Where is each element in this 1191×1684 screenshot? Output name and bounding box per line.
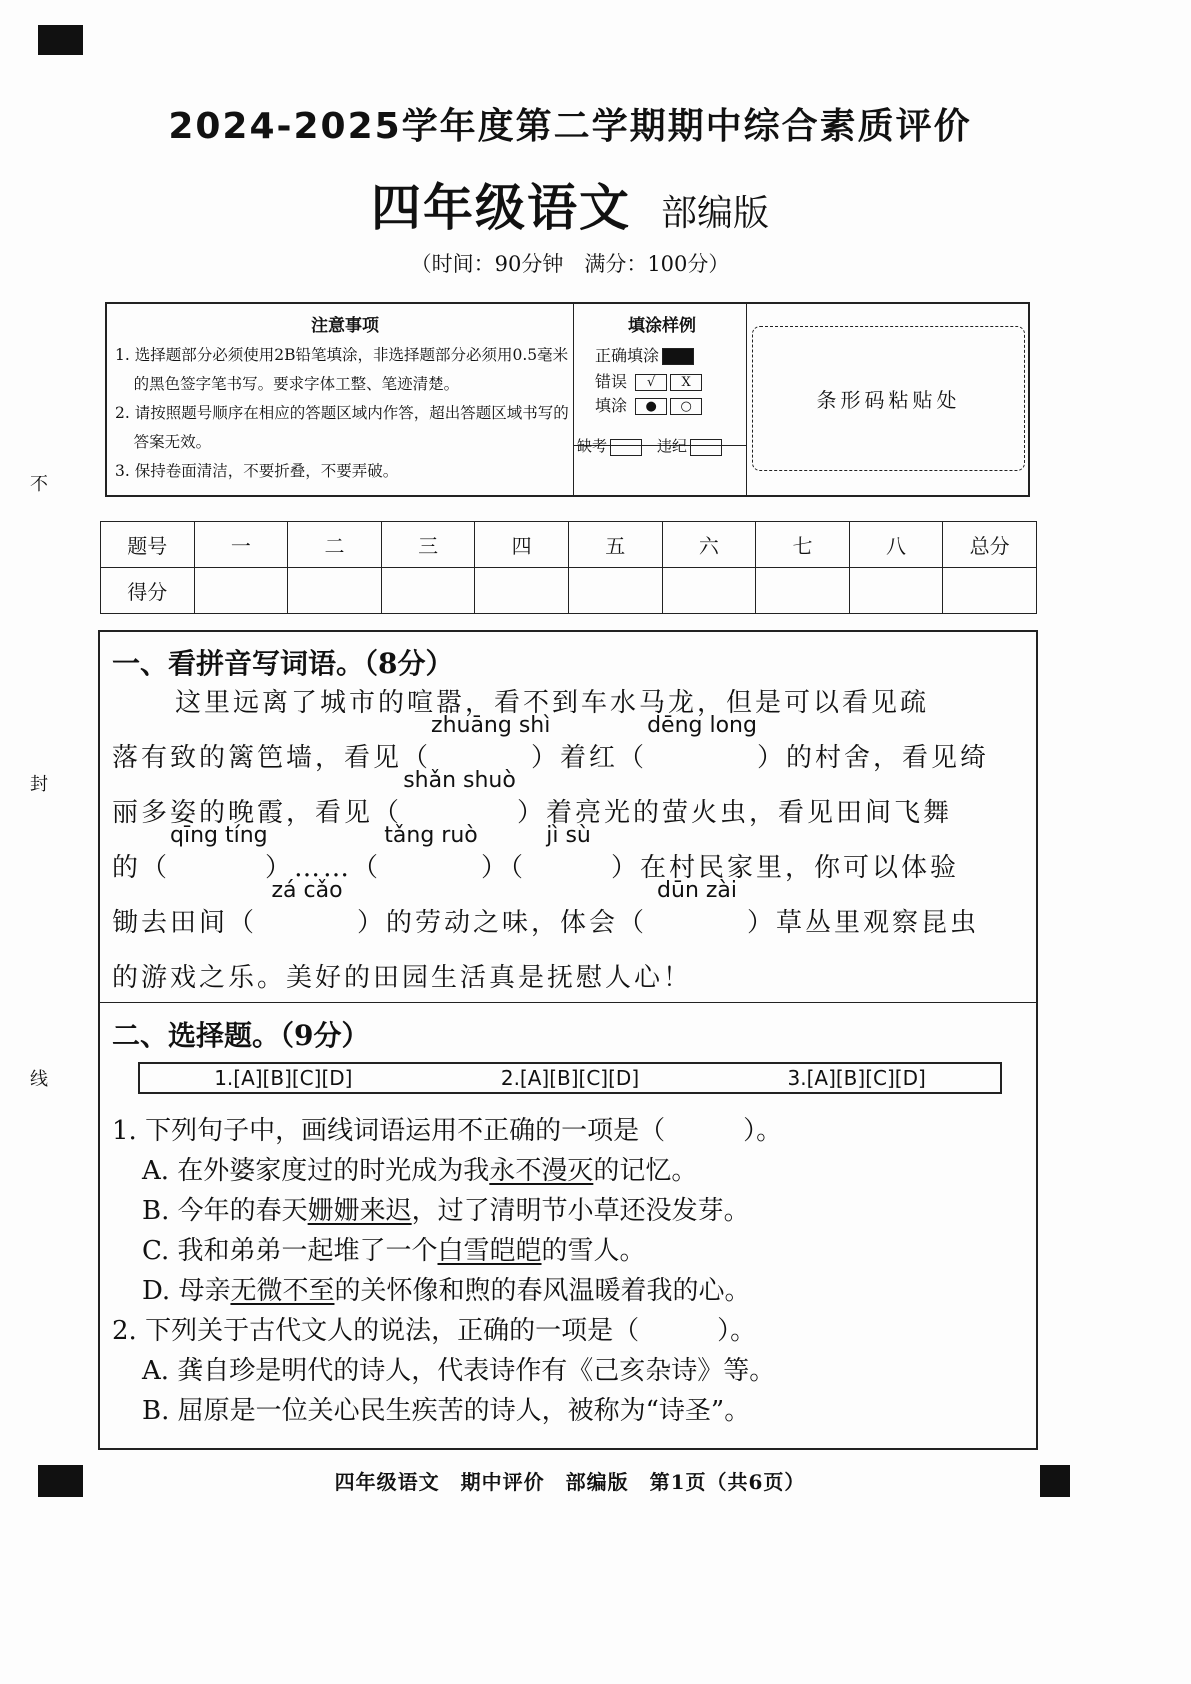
option-d: D. 母亲无微不至的关怀像和煦的春风温暖着我的心。 <box>142 1276 751 1306</box>
text-line: 落有致的篱笆墙，看见（ zhuāng shì ）着红（ dēng long ）的村舍，看见绮 <box>112 713 990 773</box>
text-line: 的游戏之乐。美好的田园生活真是抚慰人心！ <box>112 963 693 993</box>
sample-correct-label: 正确填涂 <box>595 346 660 365</box>
notice-item: 2. 请按照题号顺序在相应的答题区域内作答，超出答题区域书写的答案无效。 <box>115 404 569 451</box>
score-cell[interactable] <box>381 568 475 614</box>
question-2: 2. 下列关于古代文人的说法，正确的一项是（ ）。 <box>112 1316 757 1346</box>
answer-bubble-bar <box>138 1062 1002 1094</box>
section-2-title: 二、选择题。（9分） <box>112 1019 370 1052</box>
option-a: A. 在外婆家度过的时光成为我永不漫灭的记忆。 <box>142 1156 698 1186</box>
table-row <box>101 522 1037 568</box>
time-info: （时间：90分钟 满分：100分） <box>410 252 730 276</box>
text-line: 锄去田间（ zá cǎo ）的劳动之味，体会（ dūn zài ）草丛里观察昆虫 <box>112 878 980 938</box>
answer-bubbles[interactable]: 3.[A][B][C][D] <box>787 1066 926 1090</box>
margin-char: 封 <box>30 774 48 795</box>
notice-item: 1. 选择题部分必须使用2B铅笔填涂，非选择题部分必须用0.5毫米的黑色签字笔书写。要求字体工整、笔迹清楚。 <box>115 346 569 393</box>
score-cell[interactable] <box>943 568 1037 614</box>
pinyin-blank[interactable]: zá cǎo <box>271 878 343 903</box>
score-table <box>100 521 1037 614</box>
pinyin-blank[interactable]: jì sù <box>546 823 591 848</box>
answer-bubbles[interactable]: 2.[A][B][C][D] <box>500 1066 640 1090</box>
score-cell[interactable] <box>194 568 288 614</box>
fill-sample <box>577 312 747 461</box>
cross-icon: X <box>670 374 702 391</box>
score-cell[interactable] <box>288 568 382 614</box>
question-1: 1. 下列句子中，画线词语运用不正确的一项是（ ）。 <box>112 1116 783 1146</box>
pinyin-blank[interactable]: qīng tíng <box>170 823 268 848</box>
pinyin-blank[interactable]: zhuāng shì <box>431 713 551 738</box>
margin-char: 不 <box>30 474 48 495</box>
absent-label: 缺考 <box>577 437 608 455</box>
filled-box-icon <box>662 348 694 365</box>
dot-icon: ● <box>635 398 667 415</box>
table-cell: 得分 <box>101 568 195 614</box>
option-b: B. 屈原是一位关心民生疾苦的诗人，被称为“诗圣”。 <box>142 1396 751 1426</box>
table-cell: 三 <box>381 522 475 568</box>
score-cell[interactable] <box>475 568 569 614</box>
question-area <box>98 630 1038 1450</box>
table-cell: 七 <box>756 522 850 568</box>
sample-wrong-label: 填涂 <box>595 396 628 415</box>
text-line: 的（ qīng tíng ）……（ tǎng ruò ）（ jì sù ）在村民家里，你可以体验 <box>112 823 960 883</box>
pinyin-blank[interactable]: tǎng ruò <box>384 823 478 848</box>
subtitle <box>0 168 1140 240</box>
sample-wrong-label: 错误 <box>595 372 628 391</box>
option-b: B. 今年的春天姗姗来迟，过了清明节小草还没发芽。 <box>142 1196 750 1226</box>
section-1-title: 一、看拼音写词语。（8分） <box>112 647 454 680</box>
notice-heading: 注意事项 <box>311 316 379 336</box>
page-footer: 四年级语文 期中评价 部编版 第1页（共6页） <box>334 1470 806 1494</box>
notice-item: 3. 保持卷面清洁，不要折叠，不要弄破。 <box>115 462 399 480</box>
registration-mark <box>38 25 83 55</box>
option-c: C. 我和弟弟一起堆了一个白雪皑皑的雪人。 <box>142 1236 646 1266</box>
score-cell[interactable] <box>756 568 850 614</box>
violation-label: 违纪 <box>657 437 688 455</box>
table-cell: 四 <box>475 522 569 568</box>
text-line: 这里远离了城市的喧嚣，看不到车水马龙，但是可以看见疏 <box>175 688 930 718</box>
pinyin-blank[interactable]: dūn zài <box>657 878 738 903</box>
score-cell[interactable] <box>849 568 943 614</box>
pinyin-blank[interactable]: shǎn shuò <box>403 768 516 793</box>
table-cell: 八 <box>849 522 943 568</box>
table-cell: 一 <box>194 522 288 568</box>
notice-box <box>105 302 1030 497</box>
option-a: A. 龚自珍是明代的诗人，代表诗作有《己亥杂诗》等。 <box>142 1356 776 1386</box>
table-cell: 六 <box>662 522 756 568</box>
violation-box[interactable] <box>690 439 722 456</box>
table-cell: 总分 <box>943 522 1037 568</box>
divider <box>100 1002 1036 1003</box>
table-row <box>101 568 1037 614</box>
table-cell: 五 <box>568 522 662 568</box>
table-cell: 二 <box>288 522 382 568</box>
score-cell[interactable] <box>662 568 756 614</box>
answer-bubbles[interactable]: 1.[A][B][C][D] <box>214 1066 353 1090</box>
absent-box[interactable] <box>610 439 642 456</box>
text-line: 丽多姿的晚霞，看见（ shǎn shuò ）着亮光的萤火虫，看见田间飞舞 <box>112 768 953 828</box>
table-cell: 题号 <box>101 522 195 568</box>
check-icon: √ <box>635 374 667 391</box>
score-cell[interactable] <box>568 568 662 614</box>
barcode-area: 条形码粘贴处 <box>752 326 1025 471</box>
edition: 部编版 <box>660 193 769 234</box>
pinyin-blank[interactable]: dēng long <box>647 713 757 738</box>
exam-title: 2024-2025学年度第二学期期中综合素质评价 <box>168 106 972 147</box>
sample-heading: 填涂样例 <box>628 316 696 336</box>
margin-char: 线 <box>30 1069 48 1090</box>
notice-text <box>115 312 575 486</box>
subject: 四年级语文 <box>370 178 631 237</box>
ring-icon: ○ <box>670 398 702 415</box>
